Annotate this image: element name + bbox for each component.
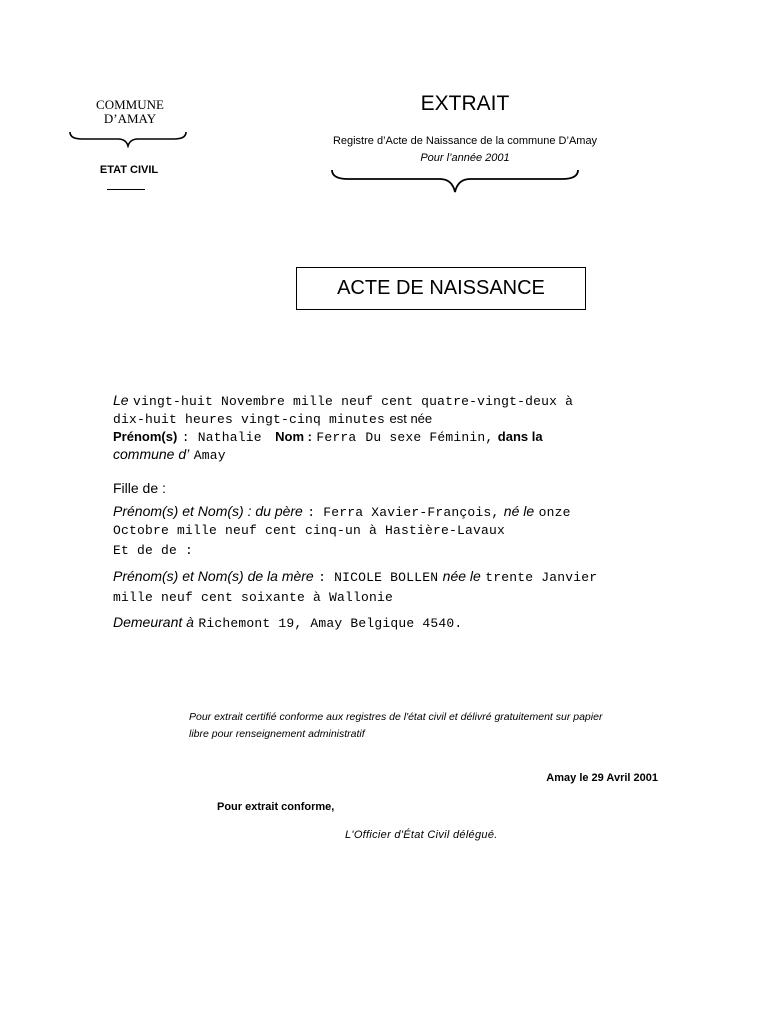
address-line xyxy=(113,614,462,632)
father-line-1 xyxy=(113,503,571,521)
nom-label: Nom : xyxy=(275,429,312,444)
father-line-2 xyxy=(113,521,505,539)
birth-date-value: vingt-huit Novembre mille neuf cent quatre-vingt-deux à xyxy=(133,394,574,409)
demeurant-value: Richemont 19, Amay Belgique 4540. xyxy=(198,616,463,631)
certification-line-2: libre pour renseignement administratif xyxy=(189,728,365,740)
date-place: Amay le 29 Avril 2001 xyxy=(546,772,658,784)
officier-signature-line: L'Officier d'État Civil délégué. xyxy=(345,829,498,841)
certification-line-1: Pour extrait certifié conforme aux registres de l'état civil et délivré gratuitement sur papier xyxy=(189,711,603,723)
mere-value: : NICOLE BOLLEN xyxy=(318,570,439,585)
mother-line-1 xyxy=(113,568,597,586)
pere-label: Prénom(s) et Nom(s) : du père xyxy=(113,503,303,519)
est-nee-label: est née xyxy=(389,411,433,426)
left-curly-brace xyxy=(68,128,188,148)
birth-date-line-2 xyxy=(113,410,432,428)
dans-la-label: dans la xyxy=(497,429,543,444)
mere-date-value: trente Janvier xyxy=(485,570,598,585)
acte-title-box xyxy=(296,267,586,310)
sexe-value: Du sexe Féminin, xyxy=(365,430,494,445)
right-curly-brace xyxy=(330,166,580,196)
annee-subtitle: Pour l’année 2001 xyxy=(420,152,510,164)
etat-civil-underline xyxy=(107,189,145,190)
commune-label: commune d’ xyxy=(113,446,190,462)
pour-extrait-conforme: Pour extrait conforme, xyxy=(217,801,335,813)
birth-date-line-1 xyxy=(113,392,573,410)
etat-civil-heading: ETAT CIVIL xyxy=(99,164,159,176)
pere-date-value: onze xyxy=(538,505,571,520)
acte-title: ACTE DE NAISSANCE xyxy=(337,277,545,299)
demeurant-label: Demeurant à xyxy=(113,614,194,630)
commune-name: COMMUNE xyxy=(96,97,164,112)
document-title: EXTRAIT xyxy=(420,92,510,115)
pere-date-continued: Octobre mille neuf cent cinq-un à Hastière-Lavaux xyxy=(113,523,506,538)
commune-name-line2: D’AMAY xyxy=(103,111,157,126)
prenom-label: Prénom(s) xyxy=(113,429,178,444)
ne-le-label: né le xyxy=(503,503,535,519)
nom-value: Ferra xyxy=(316,430,357,445)
mere-label: Prénom(s) et Nom(s) de la mère xyxy=(113,568,314,584)
commune-value: Amay xyxy=(193,448,226,463)
commune-line xyxy=(113,446,226,464)
birth-time-value: dix-huit heures vingt-cinq minutes xyxy=(113,412,386,427)
le-label: Le xyxy=(113,392,129,408)
et-de-de-label: Et de de : xyxy=(113,543,194,558)
nee-le-label: née le xyxy=(442,568,481,584)
mere-date-continued: mille neuf cent soixante à Wallonie xyxy=(113,590,394,605)
pere-value: : Ferra Xavier-François, xyxy=(307,505,500,520)
identity-line xyxy=(113,428,543,446)
prenom-value: : Nathalie xyxy=(181,430,262,445)
mother-line-2 xyxy=(113,588,393,606)
registre-subtitle: Registre d’Acte de Naissance de la commune D’Amay xyxy=(332,135,598,147)
fille-de-label: Fille de : xyxy=(113,480,166,496)
